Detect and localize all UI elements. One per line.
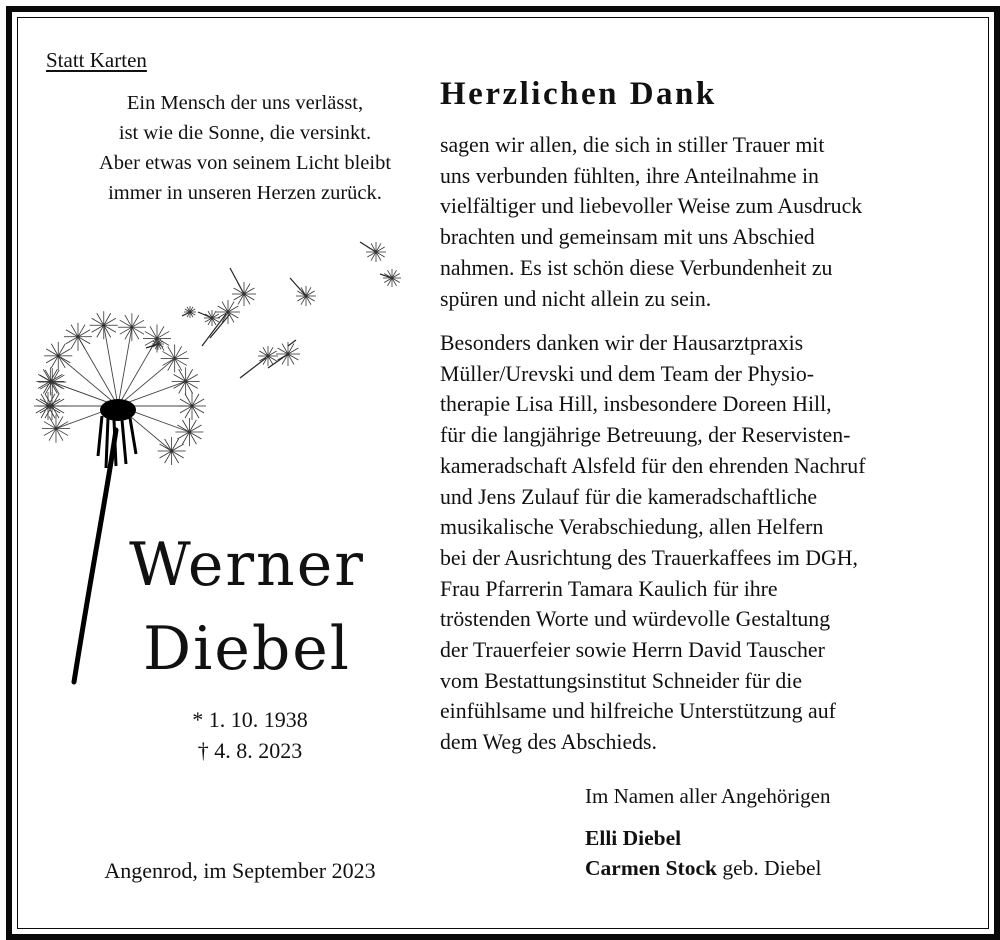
signatory-2-suffix: geb. Diebel [716, 856, 822, 880]
poem-line: Ein Mensch der uns verlässt, [126, 92, 364, 114]
birth-date: * 1. 10. 1938 [192, 707, 308, 732]
text-line: kameradschaft Alsfeld für den ehrenden Nachruf [440, 453, 866, 478]
text-line: vom Bestattungsinstitut Schneider für die [440, 668, 803, 693]
text-line: brachten und gemeinsam mit uns Abschied [440, 225, 815, 250]
poem-line: immer in unseren Herzen zurück. [108, 182, 382, 204]
death-date: † 4. 8. 2023 [197, 738, 303, 763]
signatory-1: Elli Diebel [585, 826, 682, 850]
signatory-2 [585, 856, 821, 881]
text-line: Müller/Urevski und dem Team der Physio- [440, 361, 815, 386]
text-line: Besonders danken wir der Hausarztpraxis [440, 331, 804, 355]
text-line: uns verbunden fühlten, ihre Anteilnahme in [440, 163, 819, 188]
text-line: einfühlsame und hilfreiche Unterstützung auf [440, 699, 836, 724]
text-line: für die langjährige Betreuung, der Reservisten- [440, 423, 851, 448]
heading-thanks: Herzlichen Dank [440, 76, 717, 112]
thanks-paragraph-1 [440, 130, 862, 314]
place-date: Angenrod, im September 2023 [104, 858, 376, 883]
text-line: tröstenden Worte und würdevolle Gestaltung [440, 607, 831, 632]
text-line: der Trauerfeier sowie Herrn David Tauscher [440, 638, 825, 663]
text-line: Frau Pfarrerin Tamara Kaulich für ihre [440, 576, 778, 601]
text-line: bei der Ausrichtung des Trauerkaffees im DGH, [440, 545, 858, 570]
text-line: vielfältiger und liebevoller Weise zum Ausdruck [440, 194, 863, 219]
deceased-first-name: Werner [129, 530, 365, 600]
statt-karten-label: Statt Karten [46, 48, 147, 72]
text-line: spüren und nicht allein zu sein. [440, 286, 712, 311]
poem [40, 88, 450, 208]
closing-line: Im Namen aller Angehörigen [585, 784, 831, 808]
poem-line: ist wie die Sonne, die versinkt. [118, 122, 372, 144]
signatory-2-name: Carmen Stock [585, 856, 717, 880]
deceased-last-name: Diebel [143, 614, 351, 684]
text-line: musikalische Verabschiedung, allen Helfern [440, 515, 824, 540]
text-line: sagen wir allen, die sich in stiller Trauer mit [440, 133, 825, 157]
text-line: nahmen. Es ist schön diese Verbundenheit zu [440, 255, 833, 280]
thanks-paragraph-2 [440, 328, 865, 758]
text-line: dem Weg des Abschieds. [440, 730, 657, 755]
text-line: und Jens Zulauf für die kameradschaftliche [440, 484, 818, 509]
text-line: therapie Lisa Hill, insbesondere Doreen Hill, [440, 392, 832, 417]
poem-line: Aber etwas von seinem Licht bleibt [98, 152, 392, 174]
